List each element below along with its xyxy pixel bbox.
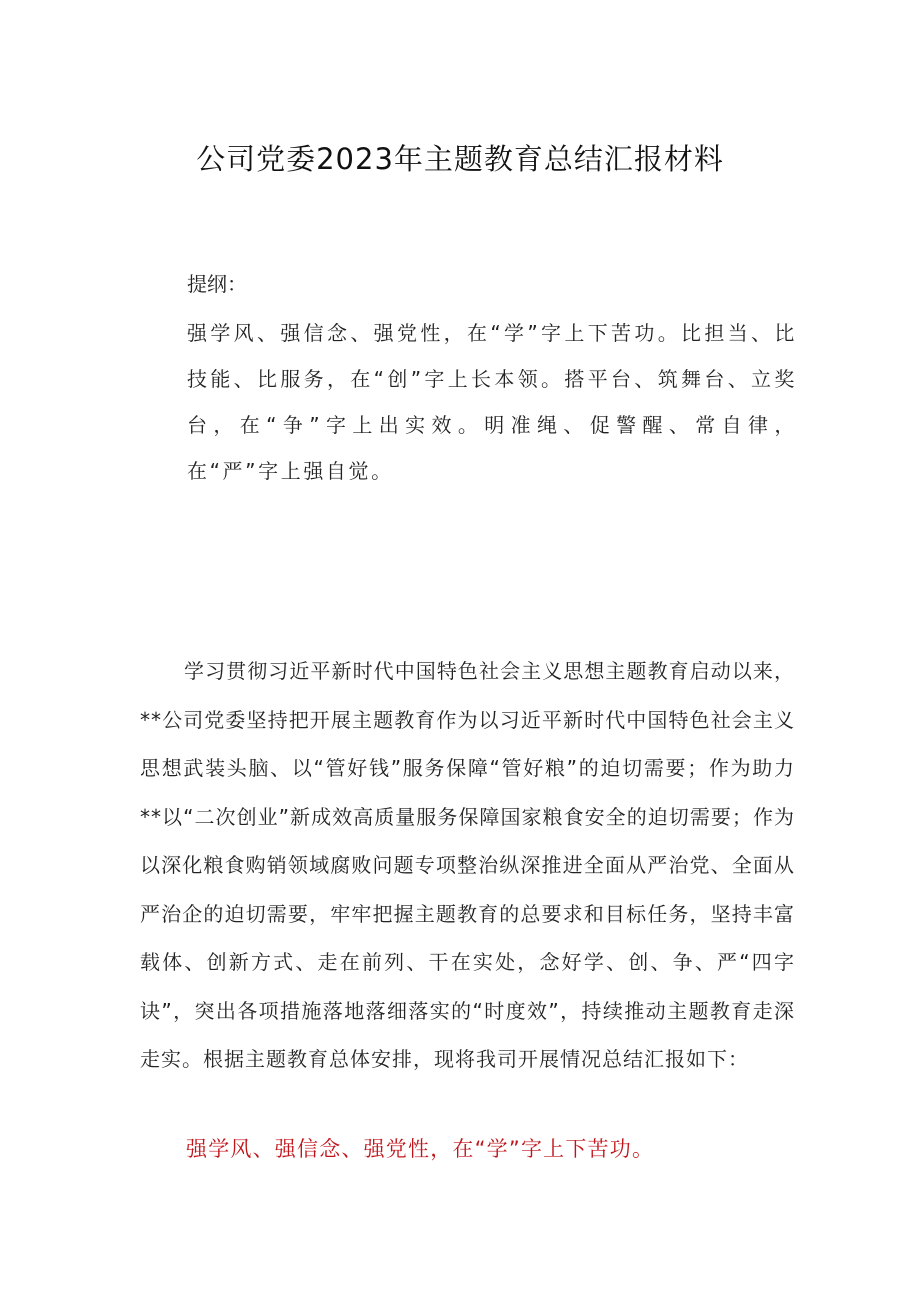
outline-label: 提纲： (187, 272, 247, 296)
section-heading: 强学风、强信念、强党性，在“学”字上下苦功。 (186, 1137, 655, 1161)
outline-paragraph: 强学风、强信念、强党性，在“学”字上下苦功。比担当、比技能、比服务，在“创”字上长本领。搭平台、筑舞台、立奖台，在“争”字上出实效。明准绳、促警醒、常自律，在“严”字上强自觉。 (187, 321, 797, 483)
document-title: 公司党委2023年主题教育总结汇报材料 (196, 142, 724, 176)
body-paragraph: 学习贯彻习近平新时代中国特色社会主义思想主题教育启动以来，**公司党委坚持把开展主题教育作为以习近平新时代中国特色社会主义思想武装头脑、以“管好钱”服务保障“管好粮”的迫切需要；作为助力**以“二次创业”新成效高质量服务保障国家粮食安全的迫切需要；作为以深化粮食购销领域腐败问题专项整治纵深推进全面从严治党、全面从严治企的迫切需要，牢牢把握主题教育的总要求和目标任务，坚持丰富载体、创新方式、走在前列、干在实处，念好学、创、争、严“四字诀”，突出各项措施落地落细落实的“时度效”，持续推动主题教育走深走实。根据主题教育总体安排，现将我司开展情况总结汇报如下： (140, 659, 795, 1071)
